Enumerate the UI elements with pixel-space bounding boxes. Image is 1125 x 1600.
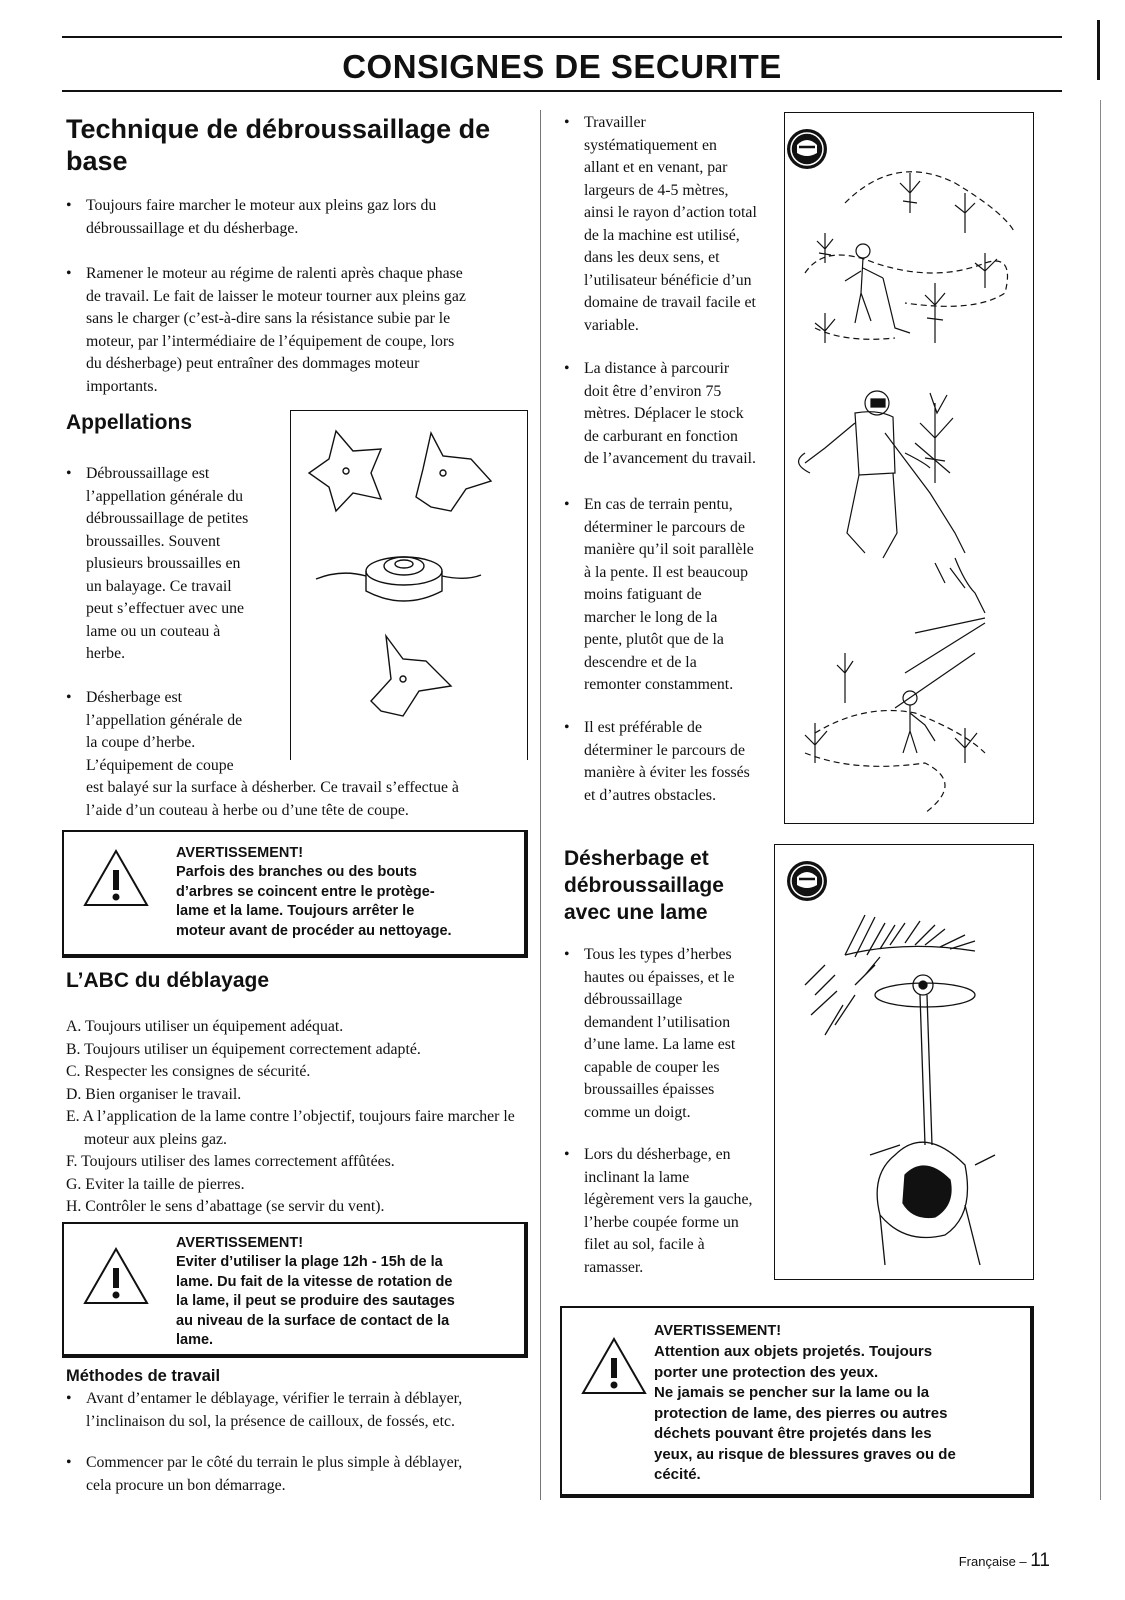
text-line: remonter constamment. <box>584 676 734 693</box>
text-line: filet au sol, facile à <box>584 1236 705 1253</box>
text-line: l’herbe coupée forme un <box>584 1213 739 1231</box>
abc-list <box>66 1016 516 1219</box>
text-line: protection de lame, des pierres ou autres <box>654 1404 948 1422</box>
page-number: 11 <box>1030 1550 1050 1571</box>
text-line: systématiquement en <box>584 136 717 154</box>
warning-triangle-icon <box>82 848 150 908</box>
warning-box-2 <box>62 1222 528 1358</box>
text-line: Ramener le moteur au régime de ralenti après chaque phase <box>86 265 463 282</box>
text-line: Commencer par le côté du terrain le plus simple à déblayer, <box>86 1454 463 1471</box>
text-line: C. Respecter les consignes de sécurité. <box>66 1063 311 1080</box>
text-line: dans les deux sens, et <box>584 249 720 266</box>
text-line: Ne jamais se pencher sur la lame ou la <box>654 1384 930 1401</box>
text-line: déterminer le parcours de <box>584 741 745 759</box>
list-item: • La distance à parcourir doit être d’environ 75 mètres. Déplacer le stock de carburant en fonction de l’avancement du travail. <box>564 358 784 471</box>
text-line: sans le charger (c’est-à-dire sans la résistance subie par le <box>86 310 451 327</box>
text-line: un balayage. Ce travail <box>86 577 232 595</box>
text-line: du désherbage) peut entraîner des dommages moteur <box>86 355 420 372</box>
text-line: B. Toujours utiliser un équipement correctement adapté. <box>66 1040 421 1058</box>
text-line: de l’avancement du travail. <box>584 450 756 467</box>
text-line: comme un doigt. <box>584 1103 691 1121</box>
list-item: • Désherbage est l’appellation générale de la coupe d’herbe. L’équipement de coupe <box>66 687 306 777</box>
text-line: manière qu’il soit parallèle <box>584 541 754 558</box>
text-line: Tous les types d’herbes <box>584 946 732 963</box>
text-line: En cas de terrain pentu, <box>584 496 733 513</box>
list-item: • Travailler systématiquement en allant et en venant, par largeurs de 4-5 mètres, ainsi le rayon d’action total de la machine est utilisé, dans les deux sens, et l’utilisateur bénéficie d’un domaine de travail facile et variable. <box>564 112 784 337</box>
text-line: moteur avant de procéder au nettoyage. <box>176 922 452 939</box>
warning-text <box>176 863 521 941</box>
page-footer <box>900 1550 1050 1572</box>
text-line: broussailles épaisses <box>584 1081 715 1098</box>
text-line: d’une lame. La lame est <box>584 1036 736 1053</box>
list-item: • Commencer par le côté du terrain le plus simple à déblayer, cela procure un bon démarrage. <box>66 1452 536 1497</box>
cutting-tools-illustration <box>290 410 528 760</box>
text-line: moins fatiguant de <box>584 586 702 603</box>
text-line: G. Eviter la taille de pierres. <box>66 1175 245 1193</box>
text-line: d’arbres se coincent entre le protège- <box>176 883 435 900</box>
section-title-technique: Technique de débroussaillage de base <box>66 114 491 176</box>
text-line: l’utilisateur bénéficie d’un <box>584 271 752 289</box>
page-title: CONSIGNES DE SECURITE <box>342 48 782 85</box>
list-item: • Lors du désherbage, en inclinant la lame légèrement vers la gauche, l’herbe coupée forme un filet au sol, facile à ramasser. <box>564 1144 784 1279</box>
list-item-continued <box>86 777 536 822</box>
section-title-desherbage: Désherbage et débroussaillage avec une lame <box>564 847 724 924</box>
text-line: Eviter d’utiliser la plage 12h - 15h de la <box>176 1254 443 1270</box>
text-line: largeurs de 4-5 mètres, <box>584 181 729 199</box>
text-line: inclinant la lame <box>584 1168 690 1186</box>
warning-text <box>654 1342 1026 1486</box>
text-line: Désherbage est <box>86 689 183 706</box>
text-line: Débroussaillage est <box>86 465 210 482</box>
text-line: manière à éviter les fossés <box>584 764 750 781</box>
text-line: Travailler <box>584 114 646 131</box>
text-line: débroussaillage de petites <box>86 510 249 527</box>
text-line: descendre et de la <box>584 653 697 671</box>
text-line: l’aide d’un couteau à herbe ou d’une tête de coupe. <box>86 801 409 819</box>
text-line: et d’autres obstacles. <box>584 786 717 804</box>
text-line: cela procure un bon démarrage. <box>86 1476 286 1494</box>
text-line: de travail. Le fait de laisser le moteur tourner aux pleins gaz <box>86 287 466 305</box>
text-line: A. Toujours utiliser un équipement adéquat. <box>66 1018 344 1035</box>
text-line: légèrement vers la gauche, <box>584 1191 753 1208</box>
text-line: ainsi le rayon d’action total <box>584 204 757 221</box>
warning-title: AVERTISSEMENT! <box>176 1235 304 1251</box>
text-line: de la machine est utilisé, <box>584 226 740 244</box>
list-item: • En cas de terrain pentu, déterminer le parcours de manière qu’il soit parallèle à la pente. Il est beaucoup moins fatiguant de marcher le long de la pente, plutôt que de la descendre et de la remonter constamment. <box>564 494 784 697</box>
text-line: L’équipement de coupe <box>86 756 234 774</box>
warning-text <box>176 1253 521 1351</box>
text-line: déterminer le parcours de <box>584 518 745 536</box>
text-line: Attention aux objets projetés. Toujours <box>654 1343 933 1360</box>
list-item: • Débroussaillage est l’appellation générale du débroussaillage de petites broussailles. Souvent plusieurs broussailles en un balayage. Ce travail peut s’effectuer avec une lame ou un couteau à herbe. <box>66 463 306 666</box>
text-line: lame ou un couteau à <box>86 622 221 640</box>
text-line: E. A l’application de la lame contre l’objectif, toujours faire marcher le moteur aux pleins gaz. <box>66 1108 515 1148</box>
section-title-appellations: Appellations <box>66 411 193 434</box>
text-line: l’inclinaison du sol, la présence de cailloux, de fossés, etc. <box>86 1412 455 1430</box>
text-line: débroussaillage et du désherbage. <box>86 219 299 237</box>
text-line: ramasser. <box>584 1258 644 1276</box>
text-line: porter une protection des yeux. <box>654 1363 879 1381</box>
text-line: l’appellation générale du <box>86 487 244 505</box>
text-line: au niveau de la surface de contact de la <box>176 1312 450 1329</box>
warning-triangle-icon <box>82 1246 150 1306</box>
text-line: de carburant en fonction <box>584 427 738 445</box>
text-line: mètres. Déplacer le stock <box>584 405 744 422</box>
text-line: capable de couper les <box>584 1058 720 1076</box>
text-line: peut s’effectuer avec une <box>86 600 245 617</box>
text-line: déchets pouvant être projetés dans les <box>654 1425 932 1442</box>
warning-triangle-icon <box>580 1336 648 1396</box>
list-item: • Ramener le moteur au régime de ralenti après chaque phase de travail. Le fait de laisser le moteur tourner aux pleins gaz sans le charger (c’est-à-dire sans la résistance subie par le moteur, par l’intermédiaire de l’équipement de coupe, lors du désherbage) peut entraîner des dommages moteur importants. <box>66 263 536 398</box>
text-line: marcher le long de la <box>584 608 718 626</box>
warning-title: AVERTISSEMENT! <box>176 845 304 861</box>
text-line: variable. <box>584 316 639 334</box>
text-line: plusieurs broussailles en <box>86 555 241 572</box>
footer-label: Française – <box>958 1554 1031 1569</box>
text-line: demandent l’utilisation <box>584 1013 731 1031</box>
text-line: débroussaillage <box>584 991 683 1008</box>
warning-box-3 <box>560 1306 1034 1498</box>
text-line: la lame, il peut se produire des sautages <box>176 1293 455 1309</box>
section-title-methodes: Méthodes de travail <box>66 1367 221 1385</box>
text-line: pente, plutôt que de la <box>584 631 724 648</box>
text-line: allant et en venant, par <box>584 159 728 176</box>
list-item: • Il est préférable de déterminer le parcours de manière à éviter les fossés et d’autres obstacles. <box>564 717 784 807</box>
text-line: lame. Du fait de la vitesse de rotation de <box>176 1273 453 1290</box>
text-line: domaine de travail facile et <box>584 294 756 311</box>
work-pattern-illustration <box>784 112 1034 824</box>
text-line: D. Bien organiser le travail. <box>66 1085 242 1103</box>
text-line: yeux, au risque de blessures graves ou de <box>654 1445 956 1463</box>
text-line: F. Toujours utiliser des lames correctement affûtées. <box>66 1153 395 1170</box>
text-line: Toujours faire marcher le moteur aux pleins gaz lors du <box>86 197 437 214</box>
text-line: Lors du désherbage, en <box>584 1146 731 1163</box>
text-line: La distance à parcourir <box>584 360 730 377</box>
warning-box-1 <box>62 830 528 958</box>
text-line: moteur, par l’intermédiaire de l’équipement de coupe, lors <box>86 332 455 350</box>
text-line: l’appellation générale de <box>86 711 243 729</box>
list-item: • Tous les types d’herbes hautes ou épaisses, et le débroussaillage demandent l’utilisation d’une lame. La lame est capable de couper les broussailles épaisses comme un doigt. <box>564 944 784 1124</box>
text-line: H. Contrôler le sens d’abattage (se servir du vent). <box>66 1198 385 1215</box>
section-title-abc: L’ABC du déblayage <box>66 969 270 992</box>
text-line: herbe. <box>86 645 126 662</box>
warning-title: AVERTISSEMENT! <box>654 1323 782 1339</box>
text-line: lame. <box>176 1332 214 1348</box>
text-line: doit être d’environ 75 <box>584 382 722 400</box>
text-line: Avant d’entamer le déblayage, vérifier le terrain à déblayer, <box>86 1390 463 1407</box>
text-line: hautes ou épaisses, et le <box>584 968 735 986</box>
text-line: Il est préférable de <box>584 719 702 736</box>
text-line: la coupe d’herbe. <box>86 734 196 751</box>
list-item: • Toujours faire marcher le moteur aux pleins gaz lors du débroussaillage et du désherbage. <box>66 195 536 240</box>
text-line: Parfois des branches ou des bouts <box>176 864 417 880</box>
list-item: • Avant d’entamer le déblayage, vérifier le terrain à déblayer, l’inclinaison du sol, la présence de cailloux, de fossés, etc. <box>66 1388 536 1433</box>
text-line: à la pente. Il est beaucoup <box>584 563 749 581</box>
text-line: cécité. <box>654 1466 701 1483</box>
text-line: importants. <box>86 377 158 395</box>
text-line: lame et la lame. Toujours arrêter le <box>176 903 415 919</box>
blade-cutting-illustration <box>774 844 1034 1280</box>
text-line: est balayé sur la surface à désherber. Ce travail s’effectue à <box>86 779 459 796</box>
text-line: broussailles. Souvent <box>86 532 221 550</box>
